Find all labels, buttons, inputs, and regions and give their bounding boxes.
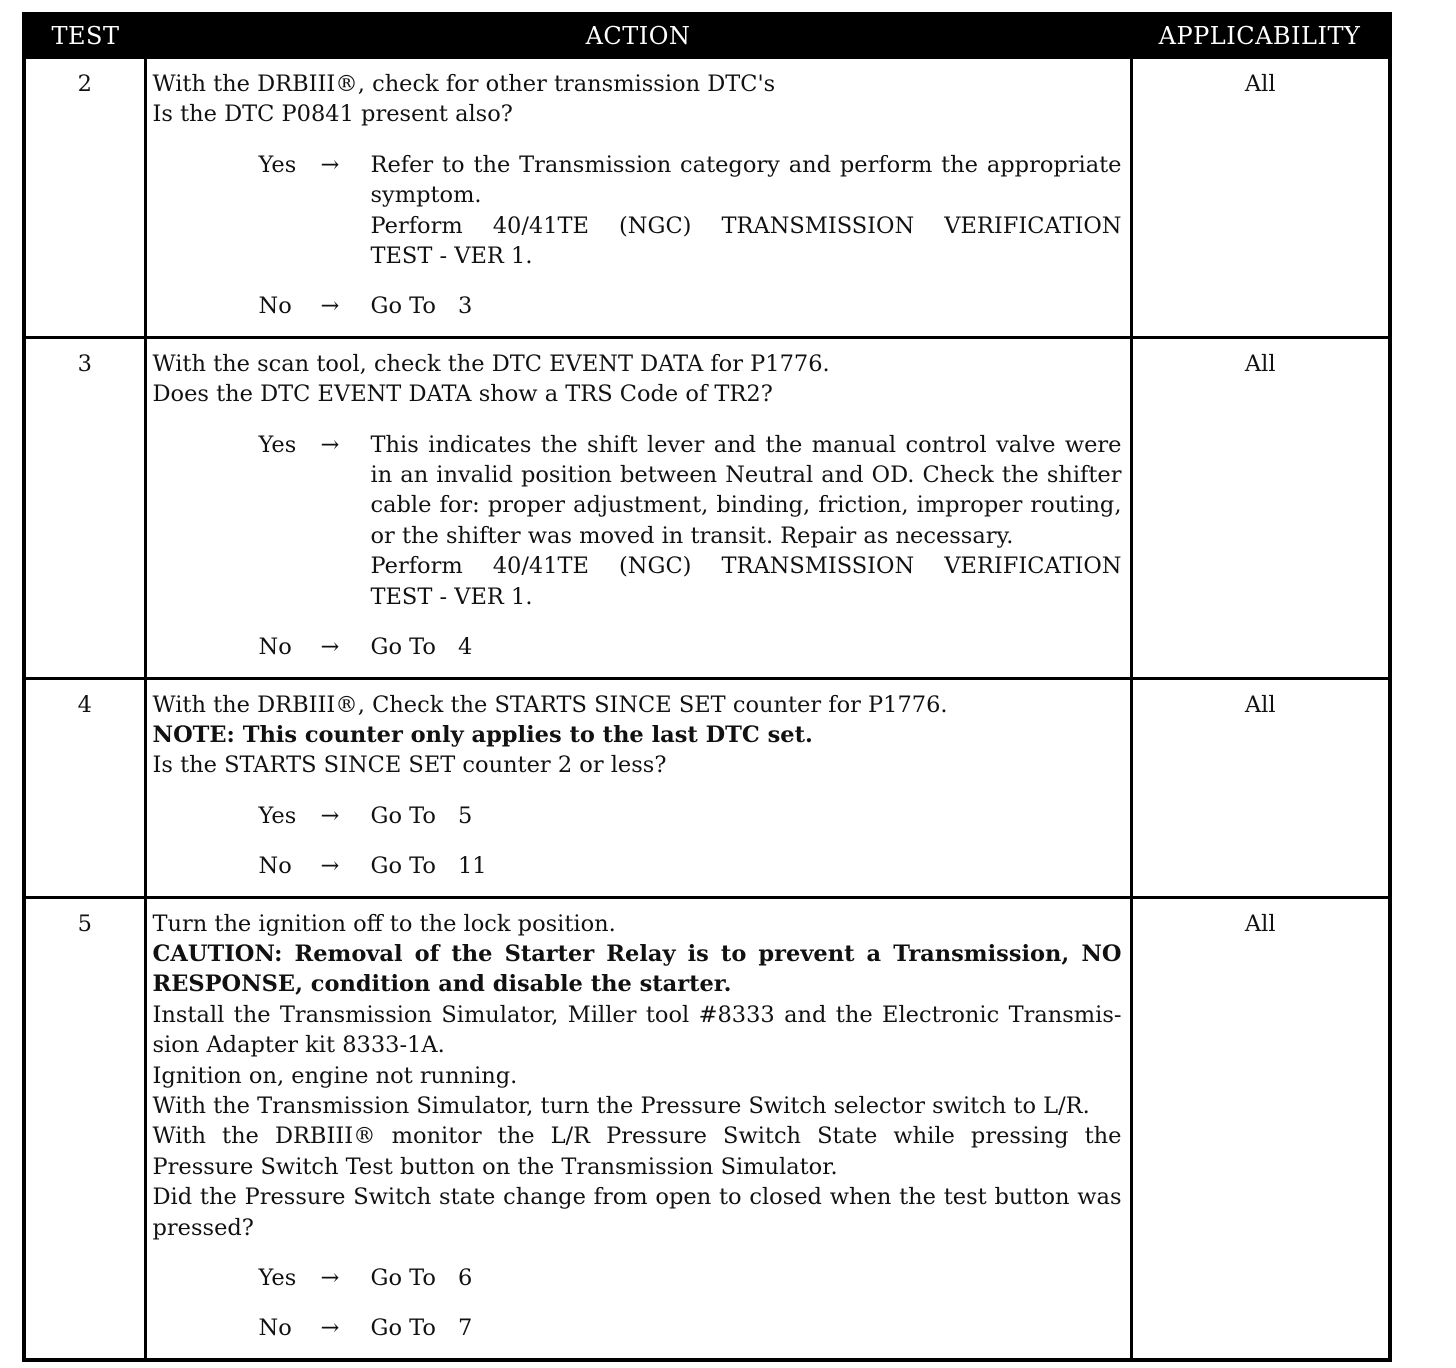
table-row [24, 58, 1390, 338]
no-answer [153, 1313, 1122, 1343]
header-test: TEST [24, 14, 145, 58]
action-line: Is the DTC P0841 present also? [152, 101, 513, 128]
right-arrow-icon: → [320, 1315, 340, 1342]
applicability-value: All [1131, 678, 1390, 897]
answer-block [153, 150, 1122, 322]
goto-reference [371, 1313, 473, 1343]
action-line: With the DRBIII® monitor the L/R Pressure Switch State while pressing the [152, 1123, 1122, 1150]
action-line: Install the Transmission Simulator, Miller tool #8333 and the Electronic Transmis- [152, 1001, 1122, 1028]
test-number: 3 [24, 337, 145, 678]
right-arrow-icon: → [320, 802, 340, 829]
goto-text: Go To [370, 802, 436, 829]
goto-step: 4 [457, 634, 473, 661]
table-row [24, 337, 1390, 678]
right-arrow-icon: → [320, 293, 340, 320]
instruction-line: TEST - VER 1. [370, 243, 533, 270]
instruction-line: in an invalid position between Neutral and OD. Check the shifter [370, 462, 1122, 489]
yes-instructions [371, 430, 1122, 612]
action-line: sion Adapter kit 8333-1A. [152, 1032, 445, 1059]
action-line: Did the Pressure Switch state change from open to closed when the test button was [152, 1184, 1122, 1211]
instruction-line: or the shifter was moved in transit. Repair as necessary. [370, 522, 1014, 549]
action-cell [145, 337, 1131, 678]
goto-reference [371, 632, 473, 662]
right-arrow-icon: → [320, 634, 340, 661]
test-number: 5 [24, 897, 145, 1360]
no-answer [153, 851, 1122, 881]
instruction-line: symptom. [370, 182, 482, 209]
goto-step: 11 [457, 853, 487, 880]
goto-step: 3 [457, 293, 473, 320]
no-answer [153, 632, 1122, 662]
instruction-line: Refer to the Transmission category and perform the appropriate [370, 151, 1122, 178]
goto-reference [371, 1263, 473, 1293]
goto-text: Go To [370, 1265, 436, 1291]
no-label: No [258, 293, 292, 320]
note-line: NOTE: This counter only applies to the last DTC set. [152, 721, 813, 748]
action-line: Does the DTC EVENT DATA show a TRS Code of TR2? [152, 381, 773, 408]
yes-instructions [371, 150, 1122, 272]
table-row [24, 897, 1390, 1360]
yes-answer [153, 430, 1122, 612]
action-line: With the DRBIII®, check for other transmission DTC's [152, 71, 776, 97]
goto-text: Go To [370, 1315, 436, 1342]
right-arrow-icon: → [320, 1265, 340, 1291]
right-arrow-icon: → [320, 431, 340, 458]
action-line: Is the STARTS SINCE SET counter 2 or less? [152, 752, 667, 779]
applicability-value: All [1131, 337, 1390, 678]
applicability-value: All [1131, 897, 1390, 1360]
action-cell [145, 678, 1131, 897]
action-line: Turn the ignition off to the lock position. [152, 910, 616, 937]
yes-label: Yes [258, 151, 297, 178]
goto-reference [371, 851, 487, 881]
goto-reference [371, 291, 473, 321]
header-action: ACTION [145, 14, 1131, 58]
goto-step: 5 [457, 802, 473, 829]
yes-label: Yes [258, 431, 297, 458]
applicability-value: All [1131, 58, 1390, 338]
goto-step: 6 [457, 1265, 473, 1291]
right-arrow-icon: → [320, 151, 340, 178]
instruction-line: Perform 40/41TE (NGC) TRANSMISSION VERIFICATION [370, 212, 1122, 239]
yes-answer [153, 150, 1122, 272]
goto-text: Go To [370, 853, 436, 880]
action-line: Pressure Switch Test button on the Transmission Simulator. [152, 1153, 838, 1180]
no-label: No [258, 853, 292, 880]
goto-step: 7 [457, 1315, 473, 1342]
right-arrow-icon: → [320, 853, 340, 880]
goto-text: Go To [370, 293, 436, 320]
caution-line: CAUTION: Removal of the Starter Relay is to prevent a Transmission, NO [152, 940, 1122, 967]
test-number: 2 [24, 58, 145, 338]
instruction-line: This indicates the shift lever and the manual control valve were [370, 431, 1122, 458]
header-applicability: APPLICABILITY [1131, 14, 1390, 58]
test-number: 4 [24, 678, 145, 897]
action-line: pressed? [152, 1214, 254, 1241]
yes-label: Yes [258, 802, 297, 829]
instruction-line: cable for: proper adjustment, binding, friction, improper routing, [370, 492, 1122, 519]
action-line: With the scan tool, check the DTC EVENT DATA for P1776. [152, 350, 830, 377]
action-line: Ignition on, engine not running. [152, 1062, 518, 1089]
instruction-line: TEST - VER 1. [370, 583, 533, 610]
no-label: No [258, 634, 292, 661]
action-line: With the Transmission Simulator, turn the Pressure Switch selector switch to L/R. [152, 1092, 1090, 1119]
yes-answer [153, 801, 1122, 831]
yes-answer [153, 1263, 1122, 1293]
goto-text: Go To [370, 634, 436, 661]
no-label: No [258, 1315, 292, 1342]
instruction-line: Perform 40/41TE (NGC) TRANSMISSION VERIFICATION [370, 553, 1122, 580]
table-row [24, 678, 1390, 897]
caution-line: RESPONSE, condition and disable the starter. [152, 971, 732, 998]
answer-block [153, 1263, 1122, 1344]
action-cell [145, 897, 1131, 1360]
action-cell [145, 58, 1131, 338]
no-answer [153, 291, 1122, 321]
answer-block [153, 430, 1122, 663]
diagnostic-test-table [22, 12, 1392, 1362]
yes-label: Yes [258, 1265, 297, 1291]
goto-reference [371, 801, 473, 831]
answer-block [153, 801, 1122, 882]
table-header-row [24, 14, 1390, 58]
action-line: With the DRBIII®, Check the STARTS SINCE SET counter for P1776. [152, 691, 948, 718]
